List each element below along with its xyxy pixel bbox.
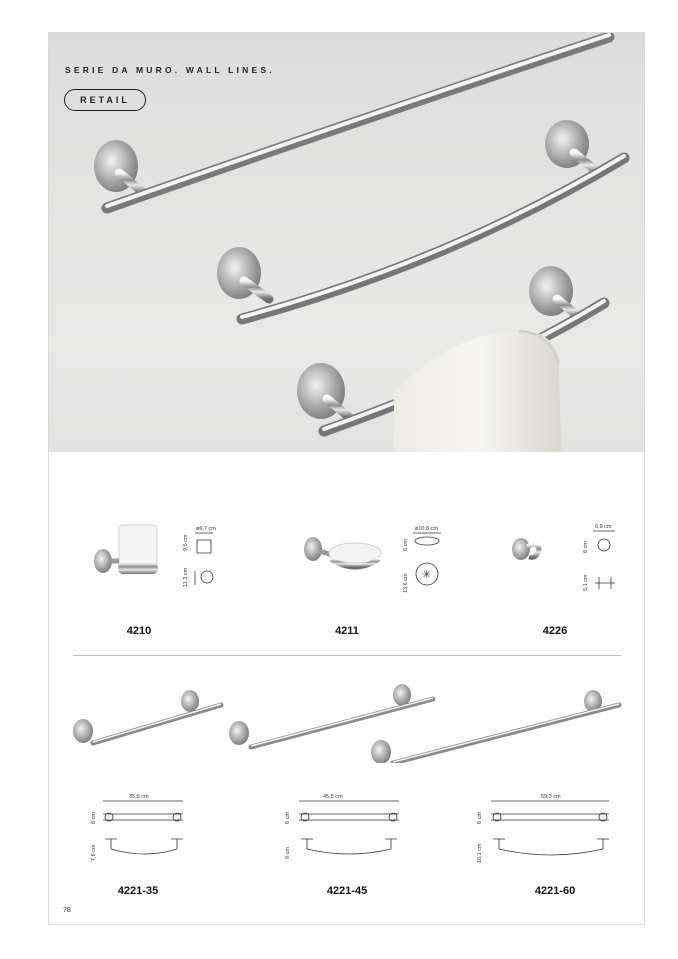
page-number: 78 — [63, 907, 71, 914]
robe-hook-dimension-drawing — [583, 524, 615, 591]
svg-text:6 cm: 6 cm — [477, 812, 483, 824]
glass-holder-dimension-drawing — [183, 526, 216, 587]
series-title: SERIE DA MURO. WALL LINES. — [65, 65, 275, 75]
svg-text:9 cm: 9 cm — [285, 847, 291, 859]
hero-photo — [49, 33, 644, 452]
towel-bars-row-photo — [69, 683, 629, 763]
svg-text:7,6 cm: 7,6 cm — [91, 844, 97, 861]
svg-text:9,5 cm: 9,5 cm — [183, 534, 189, 551]
product-code-4221-45: 4221-45 — [326, 885, 368, 897]
svg-text:11,3 cm: 11,3 cm — [183, 567, 189, 587]
soap-dish-icon — [304, 537, 381, 567]
product-code-4221-35: 4221-35 — [117, 885, 159, 897]
product-code-4221-60: 4221-60 — [534, 885, 576, 897]
svg-text:✳: ✳ — [422, 569, 432, 581]
towel-bar-4221-35-dimension — [91, 794, 183, 861]
section-divider — [73, 655, 621, 656]
product-code-4210: 4210 — [126, 625, 152, 637]
svg-text:45,5 cm: 45,5 cm — [323, 794, 343, 800]
product-code-4211: 4211 — [335, 625, 359, 637]
svg-text:5,1 cm: 5,1 cm — [583, 574, 589, 591]
product-4210-drawing — [89, 515, 224, 595]
product-4226-drawing — [507, 519, 627, 599]
glass-holder-icon — [94, 525, 158, 574]
svg-text:35,5 cm: 35,5 cm — [129, 794, 149, 800]
svg-text:ø10,8 cm: ø10,8 cm — [415, 526, 438, 532]
soap-dish-dimension-drawing — [403, 526, 441, 593]
towel — [394, 331, 561, 452]
catalog-page — [48, 32, 645, 925]
svg-text:6 cm: 6 cm — [583, 541, 589, 553]
towel-bar-icon — [229, 684, 433, 747]
towel-bar-icon — [73, 690, 221, 743]
product-4211-drawing — [301, 519, 451, 599]
svg-text:59,3 cm: 59,3 cm — [541, 794, 561, 800]
retail-badge: RETAIL — [64, 89, 146, 111]
towel-bars-dimension-drawings — [77, 789, 617, 869]
towel-bar-4221-45-dimension — [285, 794, 399, 859]
svg-text:6 cm: 6 cm — [403, 539, 409, 551]
product-code-4226: 4226 — [542, 625, 568, 637]
svg-text:6 cm: 6 cm — [285, 812, 291, 824]
towel-bar-large — [94, 35, 609, 208]
svg-text:13,6 cm: 13,6 cm — [403, 573, 409, 593]
towel-bar-4221-60-dimension — [477, 794, 609, 863]
svg-text:6,9 cm: 6,9 cm — [595, 524, 612, 530]
robe-hook-icon — [512, 538, 539, 560]
svg-text:ø6,7 cm: ø6,7 cm — [196, 526, 216, 532]
svg-text:10,1 cm: 10,1 cm — [477, 843, 483, 863]
svg-text:6 cm: 6 cm — [91, 812, 97, 824]
